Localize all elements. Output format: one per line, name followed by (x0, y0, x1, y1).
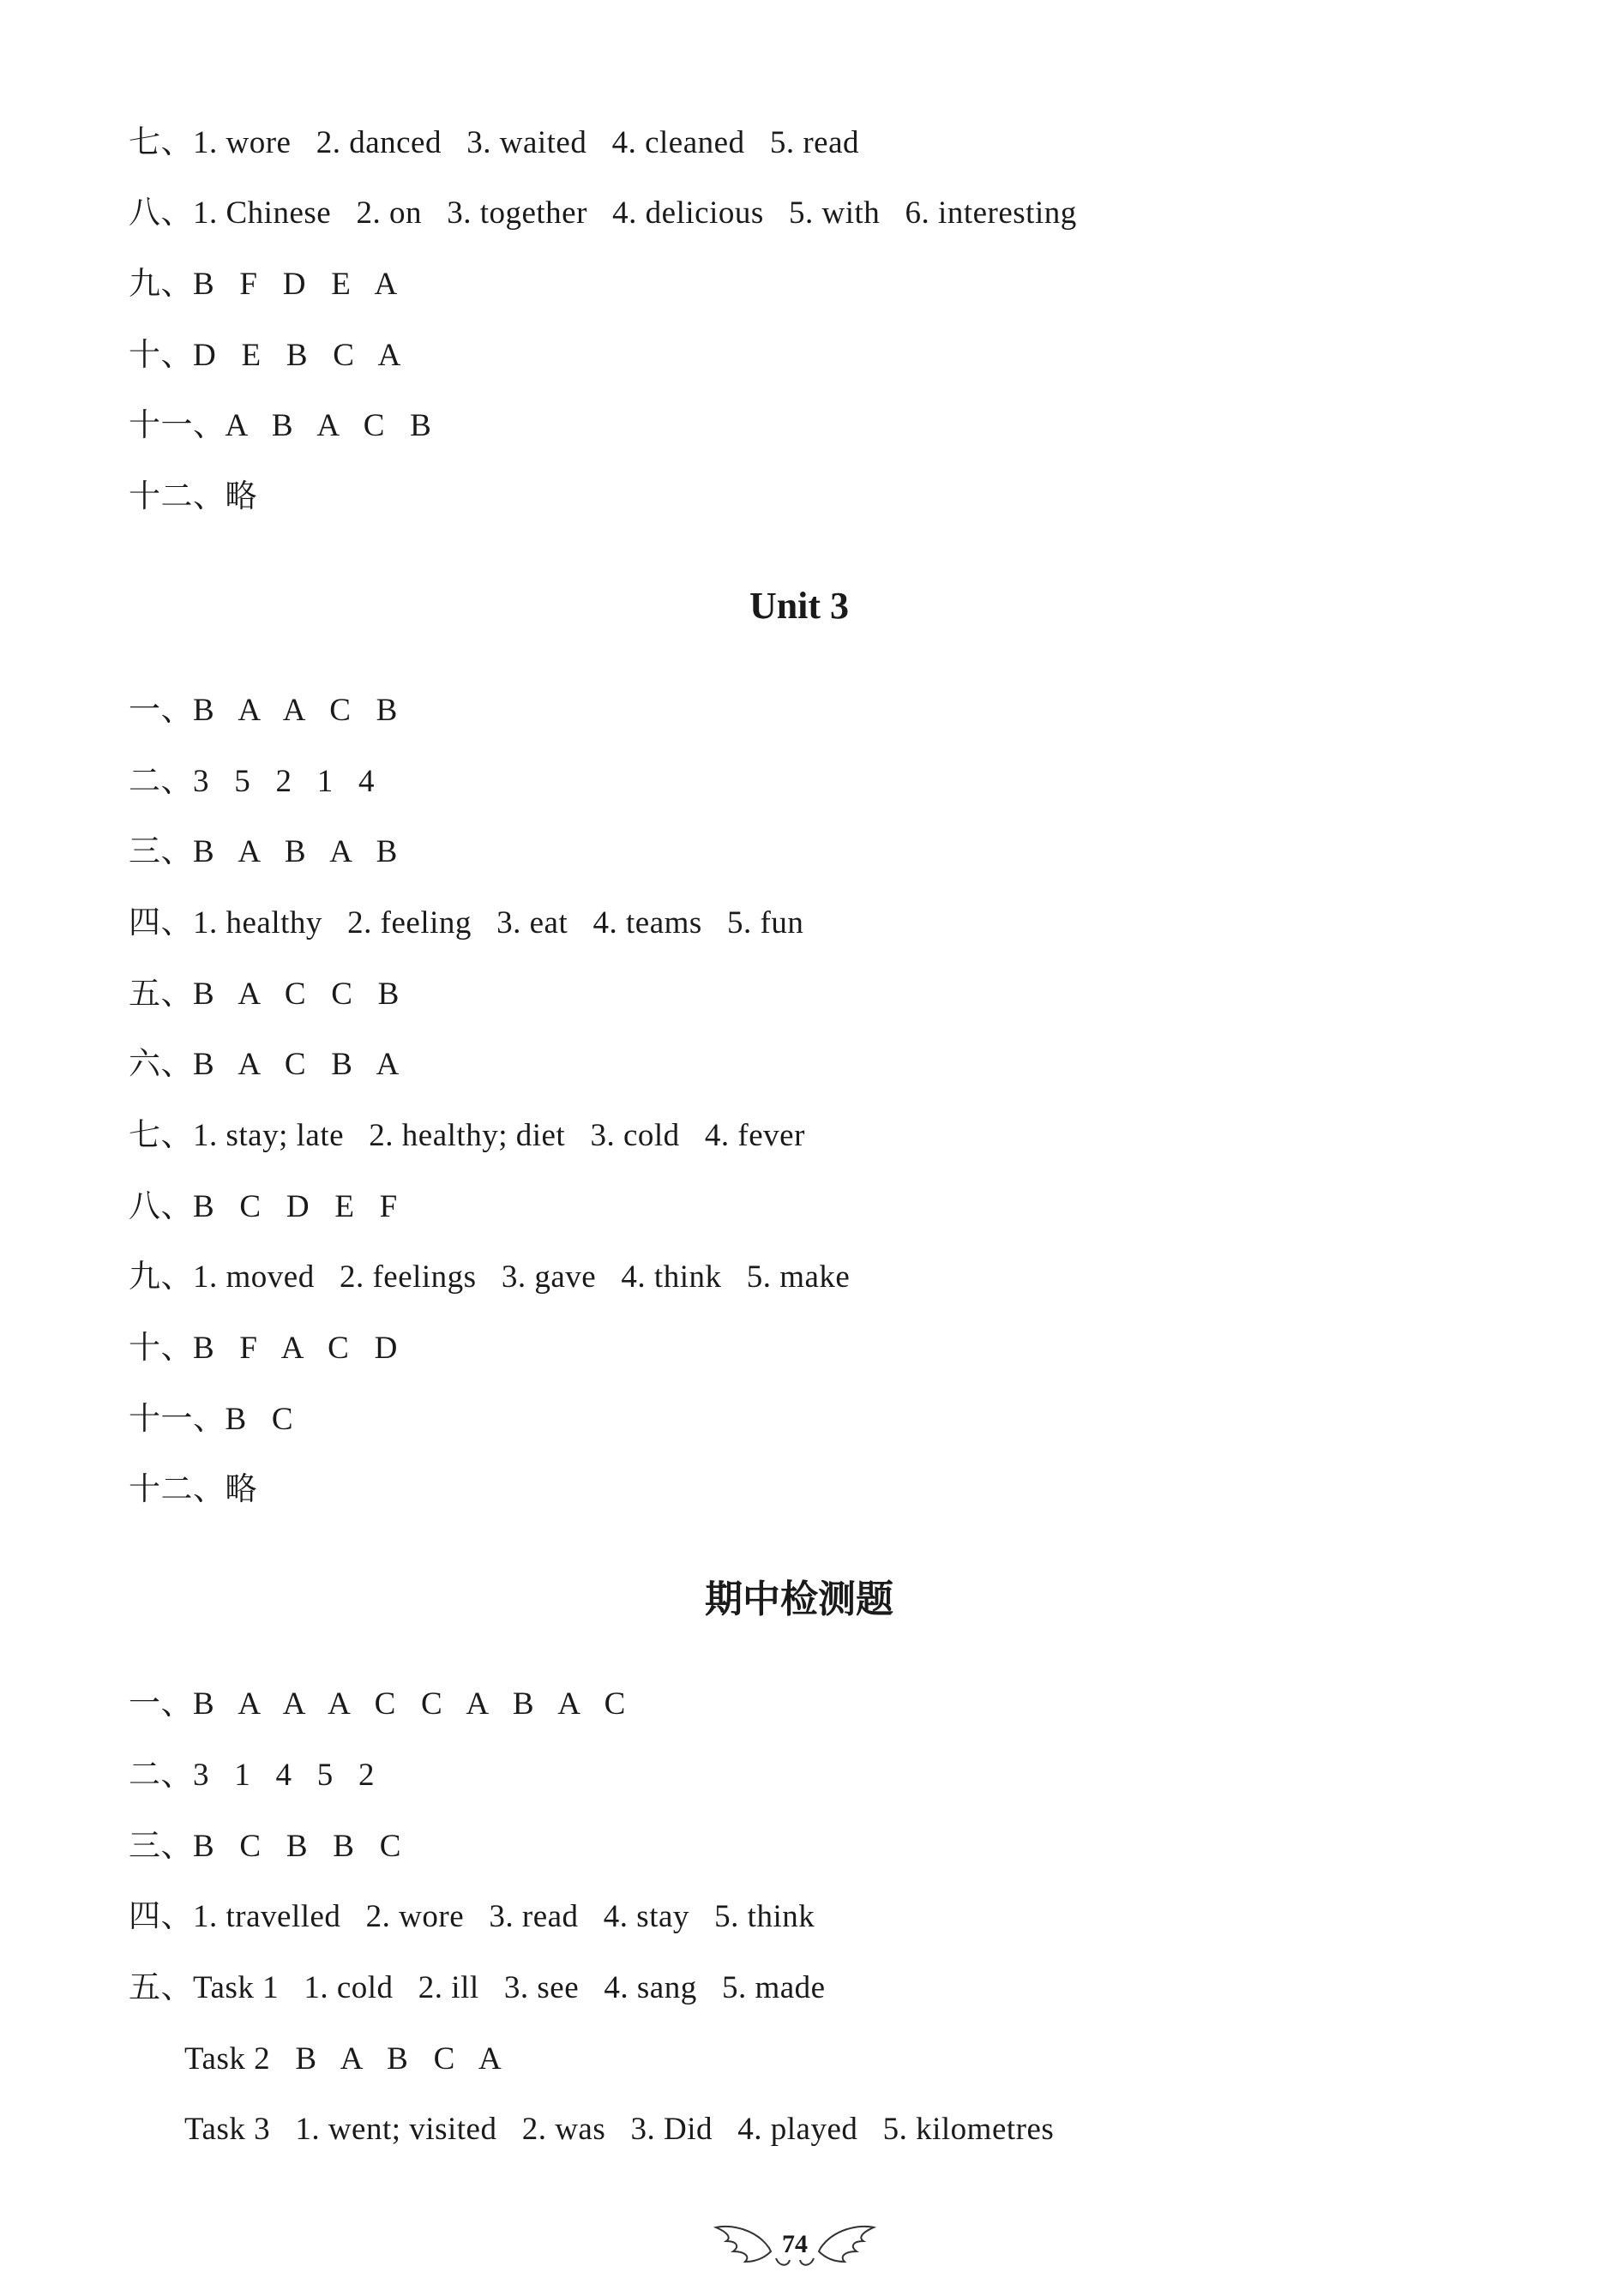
answer-line: 十二、略 (129, 1472, 257, 1507)
answer-line: 二、3 1 4 5 2 (129, 1758, 375, 1793)
answer-line: 十二、略 (129, 479, 257, 514)
answer-line: 四、1. travelled 2. wore 3. read 4. stay 5. think (129, 1899, 815, 1934)
answer-line: Task 2 B A B C A (184, 2041, 502, 2077)
answer-line: 十、D E B C A (129, 338, 401, 373)
answer-line: 七、1. stay; late 2. healthy; diet 3. cold 4. fever (129, 1118, 805, 1153)
page-number (709, 2221, 881, 2272)
answer-line: 十、B F A C D (129, 1331, 398, 1366)
answer-line: 七、1. wore 2. danced 3. waited 4. cleaned 5. read (129, 125, 859, 160)
answer-line: 二、3 5 2 1 4 (129, 764, 375, 799)
answer-line: 五、B A C C B (129, 977, 400, 1012)
answer-line: 六、B A C B A (129, 1047, 400, 1082)
answer-line: 十一、B C (129, 1402, 294, 1437)
answer-line: 九、B F D E A (129, 267, 398, 302)
answer-line: 九、1. moved 2. feelings 3. gave 4. think 5. make (129, 1259, 851, 1295)
answer-line: 一、B A A A C C A B A C (129, 1686, 626, 1722)
answer-line: 三、B A B A B (129, 834, 398, 869)
answer-line: Task 3 1. went; visited 2. was 3. Did 4. played 5. kilometres (184, 2112, 1055, 2147)
answer-line: 四、1. healthy 2. feeling 3. eat 4. teams 5. fun (129, 905, 804, 941)
answer-line: 八、B C D E F (129, 1189, 398, 1224)
answer-line: 三、B C B B C (129, 1829, 401, 1864)
answer-line: 一、B A A C B (129, 693, 398, 728)
section-heading-unit-3: Unit 3 (749, 585, 850, 627)
page-number-text: 74 (782, 2230, 808, 2258)
answer-line: 五、Task 1 1. cold 2. ill 3. see 4. sang 5. made (129, 1970, 826, 2005)
section-heading-midterm: 期中检测题 (705, 1578, 893, 1620)
answer-line: 八、1. Chinese 2. on 3. together 4. delicious 5. with 6. interesting (129, 195, 1077, 231)
answer-line: 十一、A B A C B (129, 408, 432, 443)
